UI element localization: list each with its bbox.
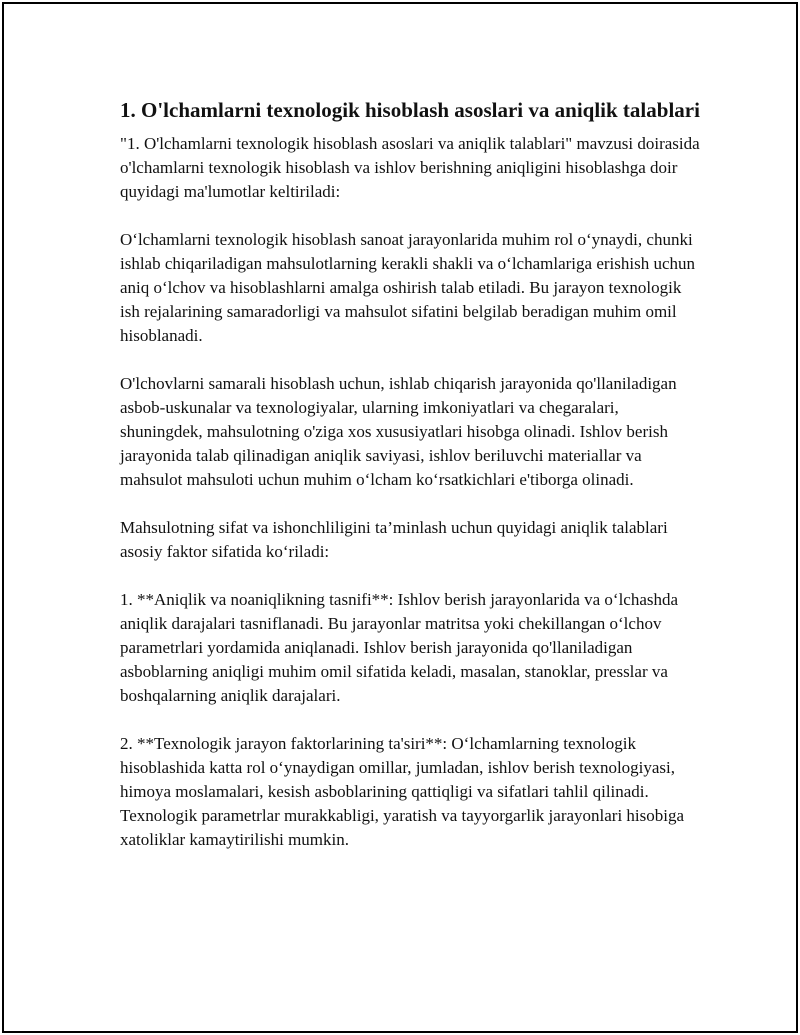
measurement-paragraph: O'lchovlarni samarali hisoblash uchun, ishlab chiqarish jarayonida qo'llaniladigan asbob-uskunalar va texnologiyalar, ularning imkoniyatlari va chegaralari, shuningdek, mahsulotning o'ziga xos xususiyatlari hisobga olinadi. Ishlov berish jarayonida talab qilinadigan aniqlik saviyasi, ishlov beriluvchi materiallar va mahsulot mahsuloti uchun muhim o‘lcham ko‘rsatkichlari e'tiborga olinadi. bbox=[120, 374, 677, 489]
intro-paragraph: "1. O'lchamlarni texnologik hisoblash asoslari va aniqlik talablari" mavzusi doirasida o'lchamlarni texnologik hisoblash va ishlov berishning aniqligini hisoblashga doir quyidagi ma'lumotlar keltiriladi: bbox=[120, 134, 700, 201]
document-body bbox=[120, 96, 700, 876]
page-frame bbox=[2, 2, 798, 1033]
requirements-intro-paragraph: Mahsulotning sifat va ishonchliligini ta’minlash uchun quyidagi aniqlik talablari asosiy faktor sifatida ko‘riladi: bbox=[120, 518, 668, 561]
overview-paragraph: O‘lchamlarni texnologik hisoblash sanoat jarayonlarida muhim rol o‘ynaydi, chunki ishlab chiqariladigan mahsulotlarning kerakli shakli va o‘lchamlariga erishish uchun aniq o‘lchov va hisoblashlarni amalga oshirish talab etiladi. Bu jarayon texnologik ish rejalarining samaradorligi va mahsulot sifatini belgilab beradigan muhim omil hisoblanadi. bbox=[120, 230, 696, 345]
document-title: 1. O'lchamlarni texnologik hisoblash asoslari va aniqlik talablari bbox=[120, 98, 700, 122]
list-item-process-factors: 2. **Texnologik jarayon faktorlarining ta'siri**: O‘lchamlarning texnologik hisoblashida katta rol o‘ynaydigan omillar, jumladan, ishlov berish texnologiyasi, himoya moslamalari, kesish asboblarining qattiqligi va sifatlari tahlil qilinadi. Texnologik parametrlar murakkabligi, yaratish va tayyorgarlik jarayonlari hisobiga xatoliklar kamaytirilishi mumkin. bbox=[120, 734, 685, 849]
list-item-accuracy-classification: 1. **Aniqlik va noaniqlikning tasnifi**: Ishlov berish jarayonlarida va o‘lchashda aniqlik darajalari tasniflanadi. Bu jarayonlar matritsa yoki chekillangan o‘lchov parametrlari yordamida aniqlanadi. Ishlov berish jarayonida qo'llaniladigan asboblarning aniqligi muhim omil sifatida keladi, masalan, stanoklar, presslar va boshqalarning aniqlik darajalari. bbox=[120, 590, 679, 705]
